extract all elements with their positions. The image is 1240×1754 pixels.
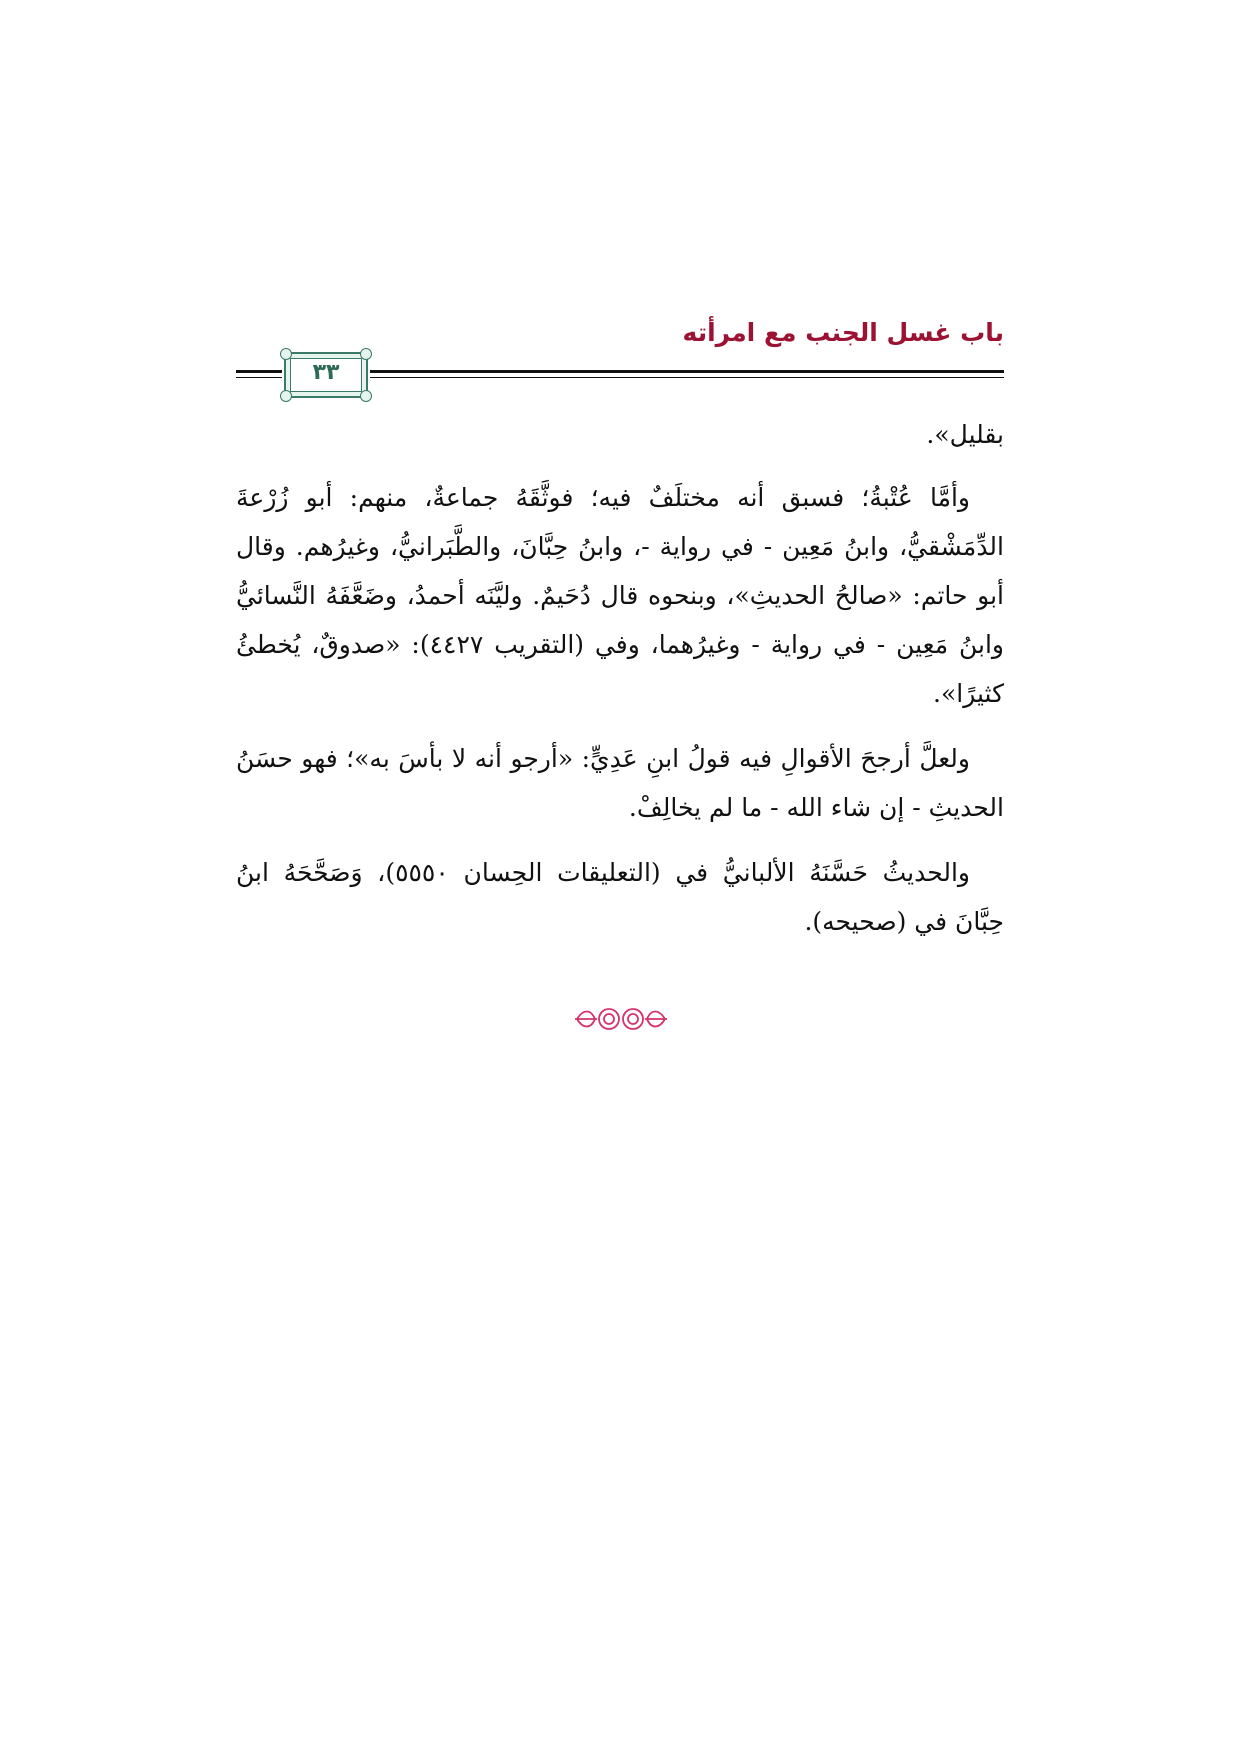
paragraph-continuation: بقليل». xyxy=(926,420,1004,449)
chapter-title: باب غسل الجنب مع امرأته xyxy=(682,318,1004,347)
frame-corner-icon xyxy=(280,390,292,402)
frame-corner-icon xyxy=(280,348,292,360)
floral-divider-icon xyxy=(573,1003,669,1035)
rosette-left-icon xyxy=(599,1009,619,1029)
header-rule-thin xyxy=(370,377,1004,378)
header-rule-left-thin xyxy=(236,377,282,378)
rosette-left-core-icon xyxy=(604,1014,614,1024)
page-body xyxy=(236,410,1004,962)
rosette-right-core-icon xyxy=(628,1014,638,1024)
rosette-right-icon xyxy=(623,1009,643,1029)
page-number-frame xyxy=(284,352,368,398)
header-rule-thick xyxy=(370,370,1004,373)
page-number: ٣٣ xyxy=(312,360,340,385)
paragraph: والحديثُ حَسَّنَهُ الألبانيُّ في (التعليقات الحِسان ٥٥٥٠)، وَصَحَّحَهُ ابنُ حِبَّانَ في (صحيحه). xyxy=(236,858,1004,936)
header-rule-left-thick xyxy=(236,370,282,373)
frame-corner-icon xyxy=(360,390,372,402)
paragraph: ولعلَّ أرجحَ الأقوالِ فيه قولُ ابنِ عَدِيٍّ: «أرجو أنه لا بأسَ به»؛ فهو حسَنُ الحديثِ - إن شاء الله - ما لم يخالِفْ. xyxy=(236,744,1004,822)
frame-corner-icon xyxy=(360,348,372,360)
paragraph: وأمَّا عُتْبةُ؛ فسبق أنه مختلَفٌ فيه؛ فوثَّقَهُ جماعةٌ، منهم: أبو زُرْعةَ الدِّمَشْقيُّ، وابنُ مَعِين - في رواية -، وابنُ حِبَّانَ، والطَّبَرانيُّ، وغيرُهم. وقال أبو حاتم: «صالحُ الحديثِ»، وبنحوه قال دُحَيمٌ. وليَّنَه أحمدُ، وضَعَّفَهُ النَّسائيُّ وابنُ مَعِين - في رواية - وغيرُهما، وفي (التقريب ٤٤٢٧): «صدوقٌ، يُخطئُ كثيرًا». xyxy=(236,483,1004,708)
